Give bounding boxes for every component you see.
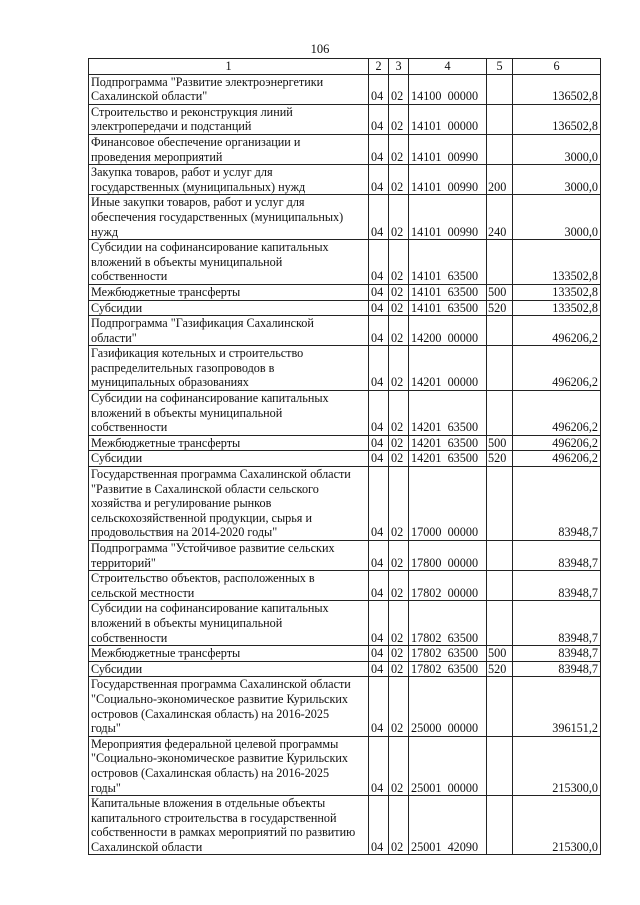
row-target-code: 14101 63500 [409, 300, 487, 316]
row-section: 04 [369, 571, 389, 601]
row-amount: 396151,2 [513, 677, 601, 736]
row-expense-type [487, 104, 513, 134]
row-target-code: 14201 00000 [409, 346, 487, 391]
row-amount: 133502,8 [513, 284, 601, 300]
row-target-code: 14101 00990 [409, 165, 487, 195]
row-subsection: 02 [389, 435, 409, 451]
row-section: 04 [369, 195, 389, 240]
row-subsection: 02 [389, 646, 409, 662]
table-row [89, 677, 601, 736]
row-section: 04 [369, 796, 389, 855]
table-row [89, 284, 601, 300]
row-section: 04 [369, 134, 389, 164]
row-target-code: 25000 00000 [409, 677, 487, 736]
row-expense-type [487, 467, 513, 541]
row-section: 04 [369, 284, 389, 300]
row-amount: 3000,0 [513, 195, 601, 240]
row-amount: 3000,0 [513, 165, 601, 195]
row-subsection: 02 [389, 391, 409, 436]
table-row [89, 435, 601, 451]
row-subsection: 02 [389, 195, 409, 240]
row-amount: 83948,7 [513, 467, 601, 541]
row-section: 04 [369, 451, 389, 467]
table-row [89, 661, 601, 677]
page-number: 106 [310, 42, 330, 56]
header-col-4: 4 [409, 59, 487, 75]
row-subsection: 02 [389, 571, 409, 601]
row-section: 04 [369, 104, 389, 134]
row-expense-type [487, 316, 513, 346]
row-target-code: 14201 63500 [409, 391, 487, 436]
row-expense-type [487, 74, 513, 104]
row-amount: 83948,7 [513, 541, 601, 571]
table-row [89, 74, 601, 104]
row-name: Газификация котельных и строительство распределительных газопроводов в муниципальных образованиях [89, 346, 369, 391]
row-name: Строительство объектов, расположенных в сельской местности [89, 571, 369, 601]
row-section: 04 [369, 661, 389, 677]
table-body [89, 74, 601, 855]
row-amount: 215300,0 [513, 796, 601, 855]
row-name: Подпрограмма "Газификация Сахалинской области" [89, 316, 369, 346]
row-expense-type [487, 677, 513, 736]
row-subsection: 02 [389, 240, 409, 285]
row-amount: 496206,2 [513, 435, 601, 451]
table-row [89, 316, 601, 346]
table-row [89, 240, 601, 285]
row-expense-type [487, 391, 513, 436]
row-subsection: 02 [389, 677, 409, 736]
table-row [89, 736, 601, 795]
row-name: Межбюджетные трансферты [89, 284, 369, 300]
row-amount: 83948,7 [513, 646, 601, 662]
row-target-code: 25001 00000 [409, 736, 487, 795]
row-section: 04 [369, 736, 389, 795]
table-row [89, 571, 601, 601]
row-target-code: 14201 63500 [409, 435, 487, 451]
row-name: Закупка товаров, работ и услуг для государственных (муниципальных) нужд [89, 165, 369, 195]
budget-table [88, 58, 601, 855]
row-subsection: 02 [389, 451, 409, 467]
row-expense-type: 200 [487, 165, 513, 195]
row-section: 04 [369, 646, 389, 662]
table-row [89, 467, 601, 541]
row-amount: 83948,7 [513, 661, 601, 677]
header-col-6: 6 [513, 59, 601, 75]
row-subsection: 02 [389, 736, 409, 795]
row-expense-type: 500 [487, 646, 513, 662]
row-name: Субсидии [89, 661, 369, 677]
table-row [89, 451, 601, 467]
row-subsection: 02 [389, 165, 409, 195]
row-section: 04 [369, 74, 389, 104]
row-name: Мероприятия федеральной целевой программы "Социально-экономическое развитие Курильских островов (Сахалинская область) на 2016-2025 годы" [89, 736, 369, 795]
row-subsection: 02 [389, 541, 409, 571]
row-amount: 136502,8 [513, 104, 601, 134]
row-expense-type: 500 [487, 284, 513, 300]
row-target-code: 17800 00000 [409, 541, 487, 571]
row-target-code: 14101 00990 [409, 195, 487, 240]
row-expense-type [487, 796, 513, 855]
row-expense-type [487, 601, 513, 646]
row-target-code: 25001 42090 [409, 796, 487, 855]
row-expense-type [487, 134, 513, 164]
row-expense-type [487, 346, 513, 391]
row-section: 04 [369, 316, 389, 346]
row-amount: 496206,2 [513, 316, 601, 346]
table-row [89, 104, 601, 134]
row-section: 04 [369, 240, 389, 285]
row-subsection: 02 [389, 601, 409, 646]
row-name: Субсидии на софинансирование капитальных вложений в объекты муниципальной собственности [89, 601, 369, 646]
row-subsection: 02 [389, 104, 409, 134]
row-name: Межбюджетные трансферты [89, 646, 369, 662]
row-expense-type [487, 541, 513, 571]
row-subsection: 02 [389, 661, 409, 677]
row-subsection: 02 [389, 74, 409, 104]
row-target-code: 17000 00000 [409, 467, 487, 541]
row-expense-type: 500 [487, 435, 513, 451]
row-section: 04 [369, 165, 389, 195]
row-name: Финансовое обеспечение организации и проведения мероприятий [89, 134, 369, 164]
table-row [89, 134, 601, 164]
row-name: Строительство и реконструкция линий электропередачи и подстанций [89, 104, 369, 134]
header-row [89, 59, 601, 75]
row-expense-type: 240 [487, 195, 513, 240]
row-section: 04 [369, 300, 389, 316]
table-row [89, 195, 601, 240]
row-name: Государственная программа Сахалинской области "Социально-экономическое развитие Курильских островов (Сахалинская область) на 2016-2025 годы" [89, 677, 369, 736]
row-target-code: 14101 63500 [409, 240, 487, 285]
row-subsection: 02 [389, 300, 409, 316]
row-name: Субсидии [89, 451, 369, 467]
row-subsection: 02 [389, 316, 409, 346]
header-col-3: 3 [389, 59, 409, 75]
row-subsection: 02 [389, 134, 409, 164]
row-target-code: 14101 63500 [409, 284, 487, 300]
row-target-code: 14100 00000 [409, 74, 487, 104]
row-section: 04 [369, 435, 389, 451]
row-amount: 3000,0 [513, 134, 601, 164]
table-row [89, 165, 601, 195]
row-name: Субсидии [89, 300, 369, 316]
row-expense-type [487, 571, 513, 601]
row-subsection: 02 [389, 467, 409, 541]
row-expense-type: 520 [487, 300, 513, 316]
row-amount: 215300,0 [513, 736, 601, 795]
row-section: 04 [369, 391, 389, 436]
table-row [89, 346, 601, 391]
table-row [89, 391, 601, 436]
row-subsection: 02 [389, 284, 409, 300]
row-expense-type [487, 736, 513, 795]
table-row [89, 300, 601, 316]
row-amount: 496206,2 [513, 391, 601, 436]
row-target-code: 17802 63500 [409, 661, 487, 677]
row-name: Подпрограмма "Устойчивое развитие сельских территорий" [89, 541, 369, 571]
row-amount: 83948,7 [513, 601, 601, 646]
row-name: Межбюджетные трансферты [89, 435, 369, 451]
row-expense-type: 520 [487, 661, 513, 677]
row-target-code: 17802 00000 [409, 571, 487, 601]
header-col-5: 5 [487, 59, 513, 75]
row-target-code: 14201 63500 [409, 451, 487, 467]
row-amount: 496206,2 [513, 346, 601, 391]
row-target-code: 17802 63500 [409, 601, 487, 646]
row-section: 04 [369, 601, 389, 646]
row-amount: 496206,2 [513, 451, 601, 467]
row-target-code: 14200 00000 [409, 316, 487, 346]
row-subsection: 02 [389, 346, 409, 391]
row-amount: 133502,8 [513, 300, 601, 316]
row-target-code: 14101 00990 [409, 134, 487, 164]
row-section: 04 [369, 346, 389, 391]
row-expense-type [487, 240, 513, 285]
row-amount: 136502,8 [513, 74, 601, 104]
table-row [89, 646, 601, 662]
header-col-2: 2 [369, 59, 389, 75]
row-amount: 133502,8 [513, 240, 601, 285]
table-row [89, 541, 601, 571]
row-target-code: 14101 00000 [409, 104, 487, 134]
row-name: Капитальные вложения в отдельные объекты капитального строительства в государственной собственности в рамках мероприятий по развитию Сахалинской области [89, 796, 369, 855]
header-col-1: 1 [89, 59, 369, 75]
row-name: Государственная программа Сахалинской области "Развитие в Сахалинской области сельского хозяйства и регулирование рынков сельскохозяйственной продукции, сырья и продовольствия на 2014-2020 годы" [89, 467, 369, 541]
row-section: 04 [369, 541, 389, 571]
row-name: Субсидии на софинансирование капитальных вложений в объекты муниципальной собственности [89, 391, 369, 436]
row-name: Иные закупки товаров, работ и услуг для обеспечения государственных (муниципальных) нужд [89, 195, 369, 240]
row-amount: 83948,7 [513, 571, 601, 601]
row-name: Субсидии на софинансирование капитальных вложений в объекты муниципальной собственности [89, 240, 369, 285]
row-target-code: 17802 63500 [409, 646, 487, 662]
table-row [89, 601, 601, 646]
table-row [89, 796, 601, 855]
row-expense-type: 520 [487, 451, 513, 467]
row-name: Подпрограмма "Развитие электроэнергетики Сахалинской области" [89, 74, 369, 104]
row-section: 04 [369, 677, 389, 736]
row-subsection: 02 [389, 796, 409, 855]
row-section: 04 [369, 467, 389, 541]
